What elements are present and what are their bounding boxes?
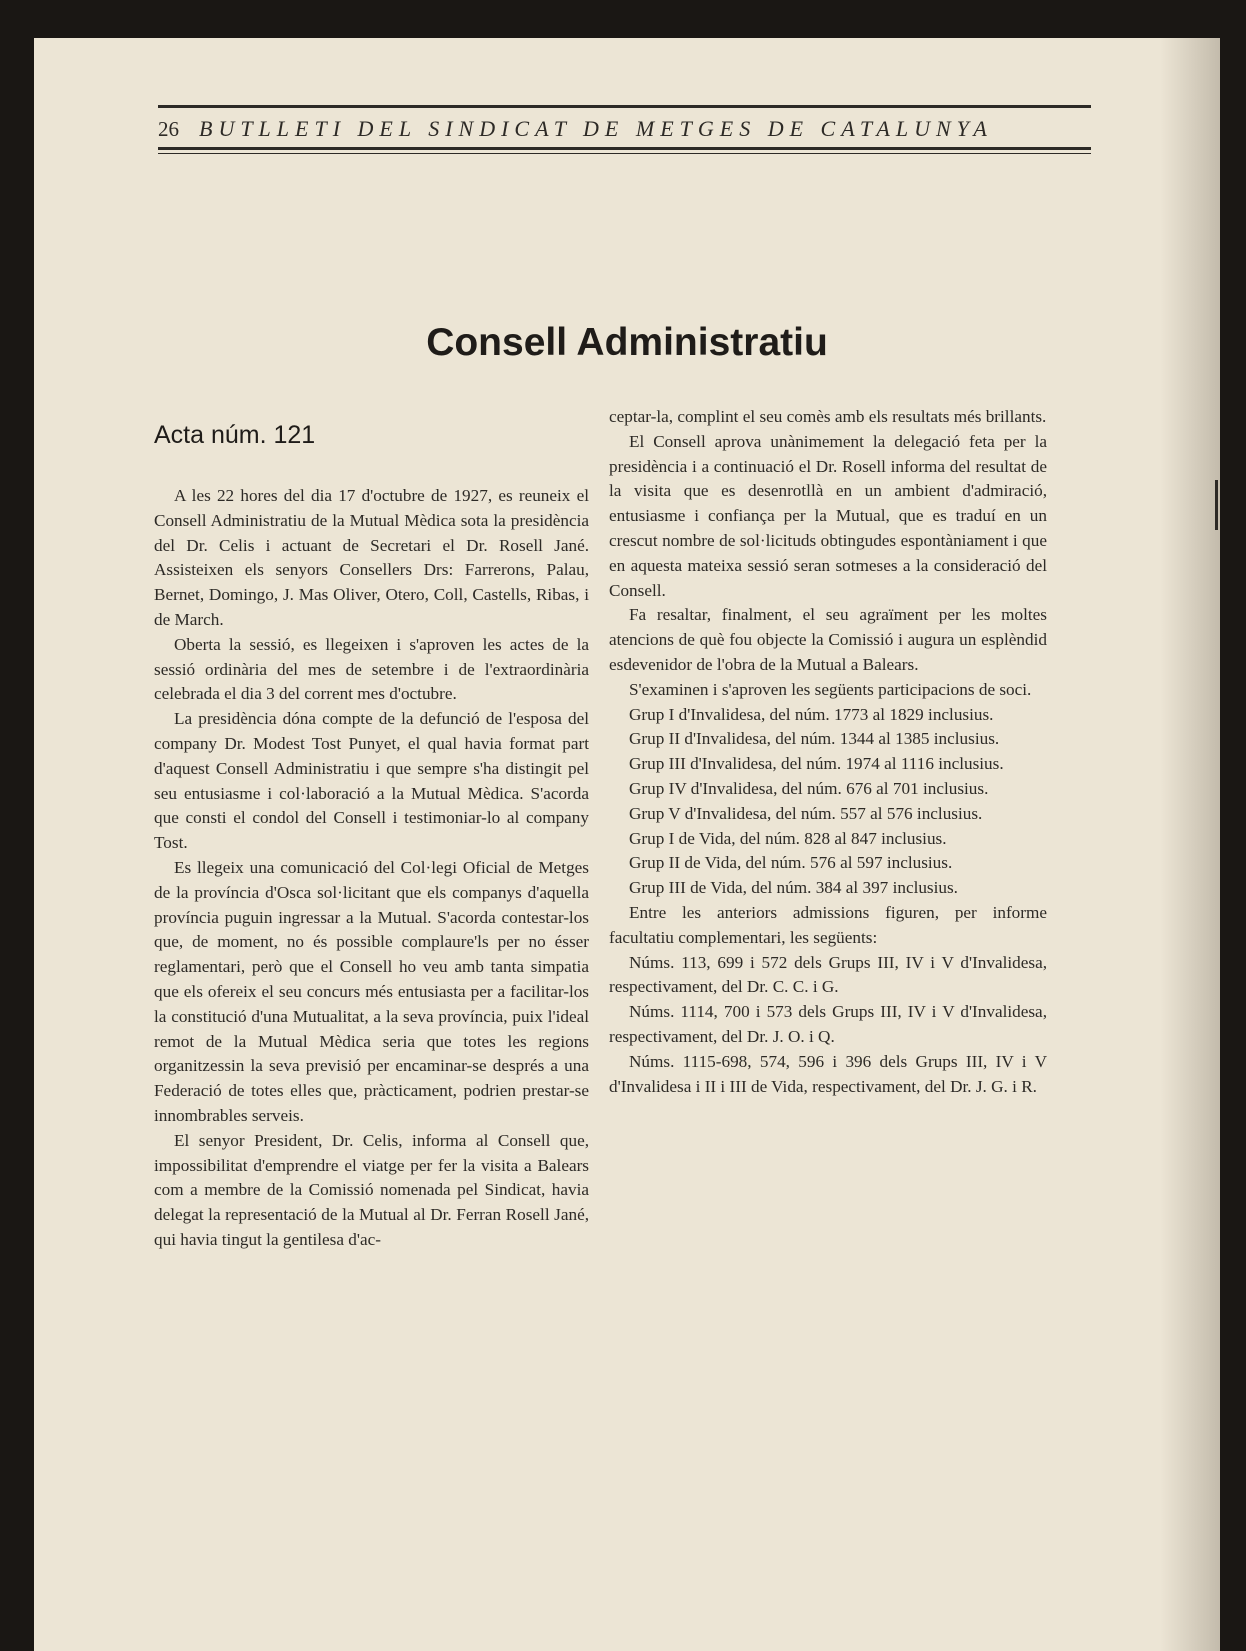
paragraph: La presidència dóna compte de la defunció de l'esposa del company Dr. Modest Tost Punyet, el qual havia format part d'aquest Consell Administratiu i que sempre s'ha distingit pel seu entusiasme i col·laboració a la Mutual Mèdica. S'acorda que consti el condol del Consell i testimoniar-lo al company Tost. bbox=[154, 709, 589, 853]
binding-mark bbox=[1215, 480, 1218, 530]
paragraph: El senyor President, Dr. Celis, informa al Consell que, impossibilitat d'emprendre el viatge per fer la visita a Balears com a membre de la Comissió nomenada pel Sindicat, havia delegat la representació de la Mutual al Dr. Ferran Rosell Jané, qui havia tingut la gentilesa d'ac- bbox=[154, 1130, 589, 1249]
paragraph: A les 22 hores del dia 17 d'octubre de 1927, es reuneix el Consell Administratiu de la Mutual Mèdica sota la presidència del Dr. Celis i actuant de Secretari el Dr. Rosell Jané. Assisteixen els senyors Consellers Drs: Farrerons, Palau, Bernet, Domingo, J. Mas Oliver, Otero, Coll, Castells, Ribas, i de March. bbox=[154, 486, 589, 629]
list-item: Grup I de Vida, del núm. 828 al 847 inclusius. bbox=[629, 828, 947, 848]
paragraph: Oberta la sessió, es llegeixen i s'aproven les actes de la sessió ordinària del mes de setembre i de l'extraordinària celebrada el dia 3 del corrent mes d'octubre. bbox=[154, 634, 589, 704]
header-row bbox=[158, 116, 1091, 142]
document-page bbox=[34, 38, 1220, 1651]
list-item: Grup V d'Invalidesa, del núm. 557 al 576 inclusius. bbox=[629, 803, 983, 823]
list-item: Núms. 1114, 700 i 573 dels Grups III, IV i V d'Invalidesa, respectivament, del Dr. J. O. i Q. bbox=[609, 1002, 1047, 1046]
page-number: 26 bbox=[158, 117, 179, 141]
paragraph: Fa resaltar, finalment, el seu agraïment per les moltes atencions de què fou objecte la Comissió i augura un esplèndid esdevenidor de l'obra de la Mutual a Balears. bbox=[609, 605, 1047, 674]
paragraph: ceptar-la, complint el seu comès amb els resultats més brillants. bbox=[609, 407, 1047, 426]
paragraph: Entre les anteriors admissions figuren, per informe facultatiu complementari, les següents: bbox=[609, 902, 1047, 947]
list-item: Grup II de Vida, del núm. 576 al 597 inclusius. bbox=[629, 853, 953, 873]
list-item: Núms. 113, 699 i 572 dels Grups III, IV i V d'Invalidesa, respectivament, del Dr. C. C. i G. bbox=[609, 952, 1047, 997]
list-item: Grup I d'Invalidesa, del núm. 1773 al 1829 inclusius. bbox=[629, 704, 994, 724]
header-rule-bottom-thin bbox=[158, 153, 1091, 154]
list-item: Núms. 1115-698, 574, 596 i 396 dels Grups III, IV i V d'Invalidesa i II i III de Vida, respectivament, del Dr. J. G. i R. bbox=[609, 1051, 1047, 1096]
list-item: Grup III de Vida, del núm. 384 al 397 inclusius. bbox=[629, 878, 958, 898]
page-title: Consell Administratiu bbox=[426, 321, 828, 364]
paragraph: Es llegeix una comunicació del Col·legi Oficial de Metges de la província d'Osca sol·licitant que els companys d'aquella província puguin ingressar a la Mutual. S'acorda contestar-los que, de moment, no és possible complaure'ls per no ésser reglamentari, però que el Consell ho veu amb tanta simpatia que els ofereix el seu concurs més entusiasta per a facilitar-los la constitució d'una Mutualitat, a la seva província, puix l'ideal remot de la Mutual Mèdica seria que totes les regions organitzessin la seva previsió per encaminar-se després a una Federació de totes elles que, pràcticament, podrien prestar-se innombrables serveis. bbox=[154, 857, 589, 1125]
right-column bbox=[609, 405, 1047, 1099]
header-rule-bottom bbox=[158, 147, 1091, 150]
section-heading: Acta núm. 121 bbox=[154, 421, 316, 449]
running-header bbox=[158, 105, 1091, 163]
paragraph: El Consell aprova unànimement la delegació feta per la presidència i a continuació el Dr. Rosell informa del resultat de la visita que es desenrotllà en un ambient d'admiració, entusiasme i confiança per la Mutual, que es traduí en un crescut nombre de sol·licituds obtingudes espontàniament i que en aquesta mateixa sessió seran sotmeses a la consideració del Consell. bbox=[609, 431, 1047, 600]
list-item: Grup II d'Invalidesa, del núm. 1344 al 1385 inclusius. bbox=[629, 729, 1000, 749]
list-item: Grup III d'Invalidesa, del núm. 1974 al 1116 inclusius. bbox=[629, 754, 1004, 774]
paragraph: S'examinen i s'aproven les següents participacions de soci. bbox=[629, 679, 1032, 699]
left-column bbox=[154, 403, 589, 1253]
list-item: Grup IV d'Invalidesa, del núm. 676 al 701 inclusius. bbox=[629, 778, 989, 798]
journal-title: BUTLLETI DEL SINDICAT DE METGES DE CATALUNYA bbox=[199, 116, 993, 141]
header-rule-top bbox=[158, 105, 1091, 108]
